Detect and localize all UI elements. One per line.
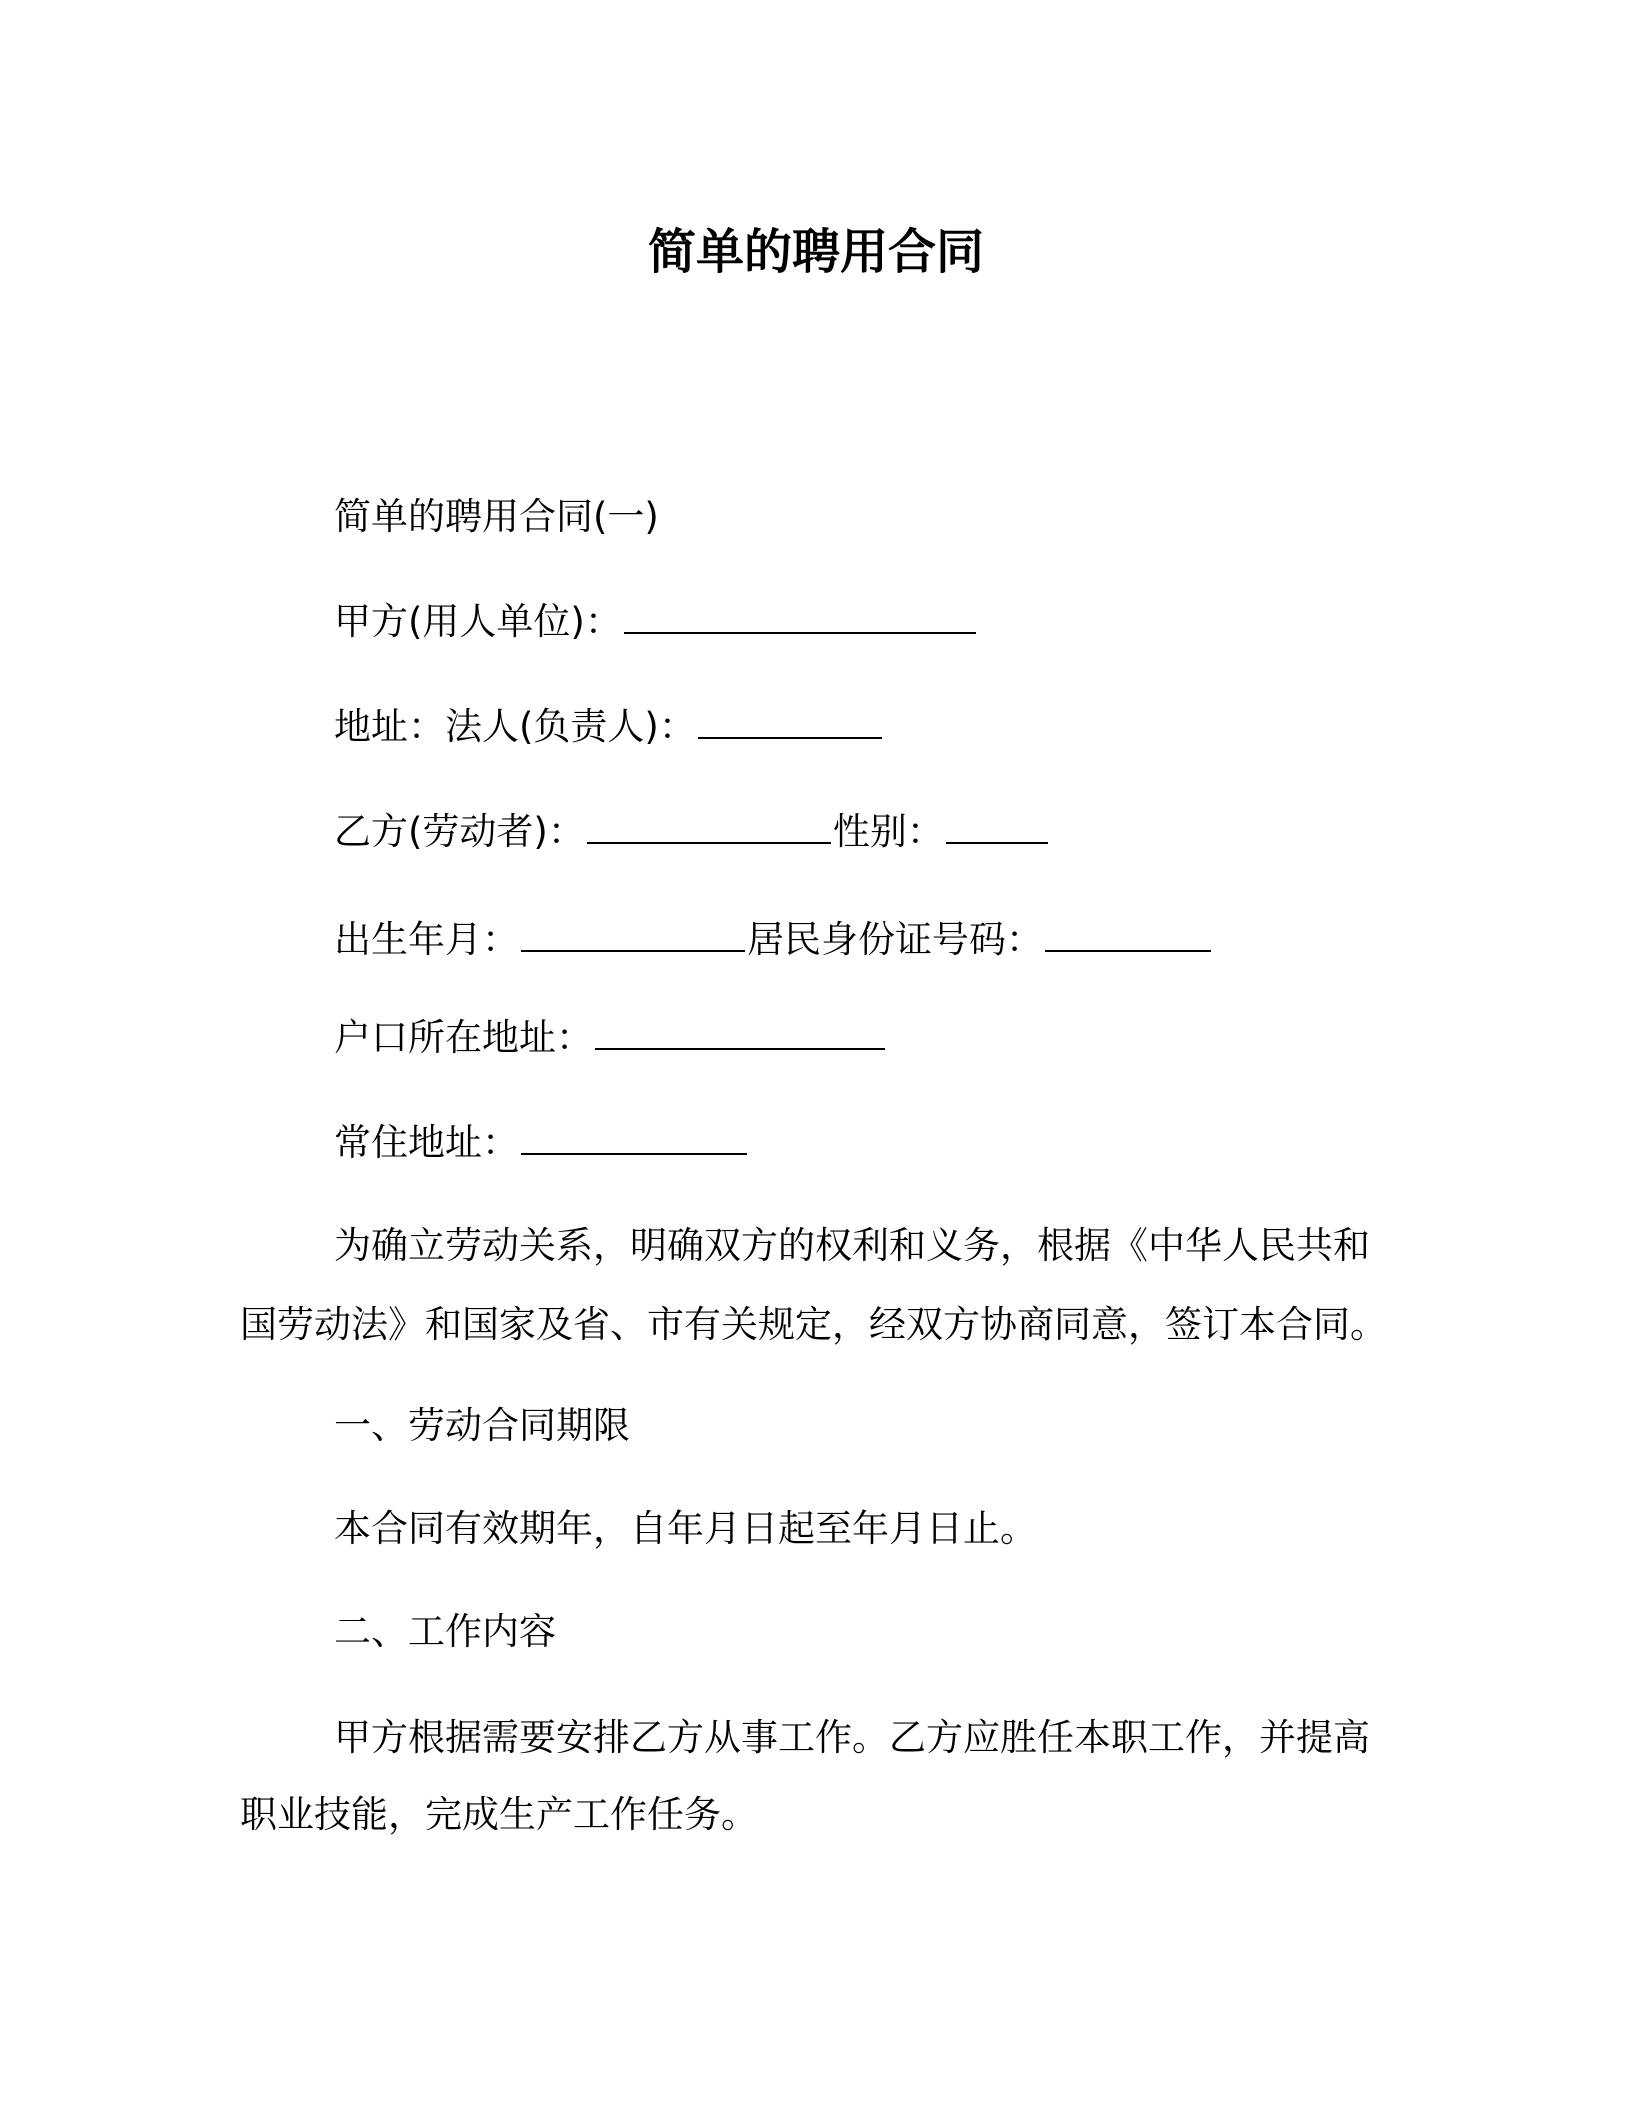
address-row bbox=[334, 702, 884, 752]
id-number-label: 居民身份证号码： bbox=[747, 918, 1043, 961]
party-b-row bbox=[334, 807, 1050, 857]
hukou-label: 户口所在地址： bbox=[334, 1016, 593, 1059]
preamble-line-2: 国劳动法》和国家及省、市有关规定，经双方协商同意，签订本合同。 bbox=[240, 1303, 1387, 1346]
document-title: 简单的聘用合同 bbox=[647, 224, 984, 280]
preamble-line-1: 为确立劳动关系，明确双方的权利和义务，根据《中华人民共和 bbox=[334, 1224, 1370, 1267]
party-a-label: 甲方(用人单位)： bbox=[334, 600, 622, 643]
gender-blank bbox=[946, 808, 1048, 844]
legal-person-blank bbox=[698, 703, 882, 739]
party-b-label: 乙方(劳动者)： bbox=[334, 810, 585, 853]
birth-blank bbox=[521, 916, 745, 952]
hukou-row bbox=[334, 1013, 887, 1063]
hukou-blank bbox=[595, 1014, 885, 1050]
residence-blank bbox=[521, 1119, 747, 1155]
party-a-row bbox=[334, 597, 978, 647]
address-label: 地址：法人(负责人)： bbox=[334, 705, 696, 748]
section-1-body: 本合同有效期年，自年月日起至年月日止。 bbox=[334, 1507, 1037, 1550]
section-2-heading: 二、工作内容 bbox=[334, 1610, 556, 1653]
party-a-blank bbox=[624, 598, 976, 634]
section-1-heading: 一、劳动合同期限 bbox=[334, 1404, 630, 1447]
section-2-line-2: 职业技能，完成生产工作任务。 bbox=[240, 1793, 758, 1836]
section-2-line-1: 甲方根据需要安排乙方从事工作。乙方应胜任本职工作，并提高 bbox=[334, 1716, 1370, 1759]
birth-row bbox=[334, 915, 1213, 965]
gender-label: 性别： bbox=[832, 810, 944, 853]
birth-label: 出生年月： bbox=[334, 918, 519, 961]
residence-row bbox=[334, 1118, 749, 1168]
residence-label: 常住地址： bbox=[334, 1121, 519, 1164]
party-b-blank bbox=[587, 808, 831, 844]
contract-subtitle: 简单的聘用合同(一) bbox=[334, 495, 659, 538]
id-number-blank bbox=[1045, 916, 1211, 952]
